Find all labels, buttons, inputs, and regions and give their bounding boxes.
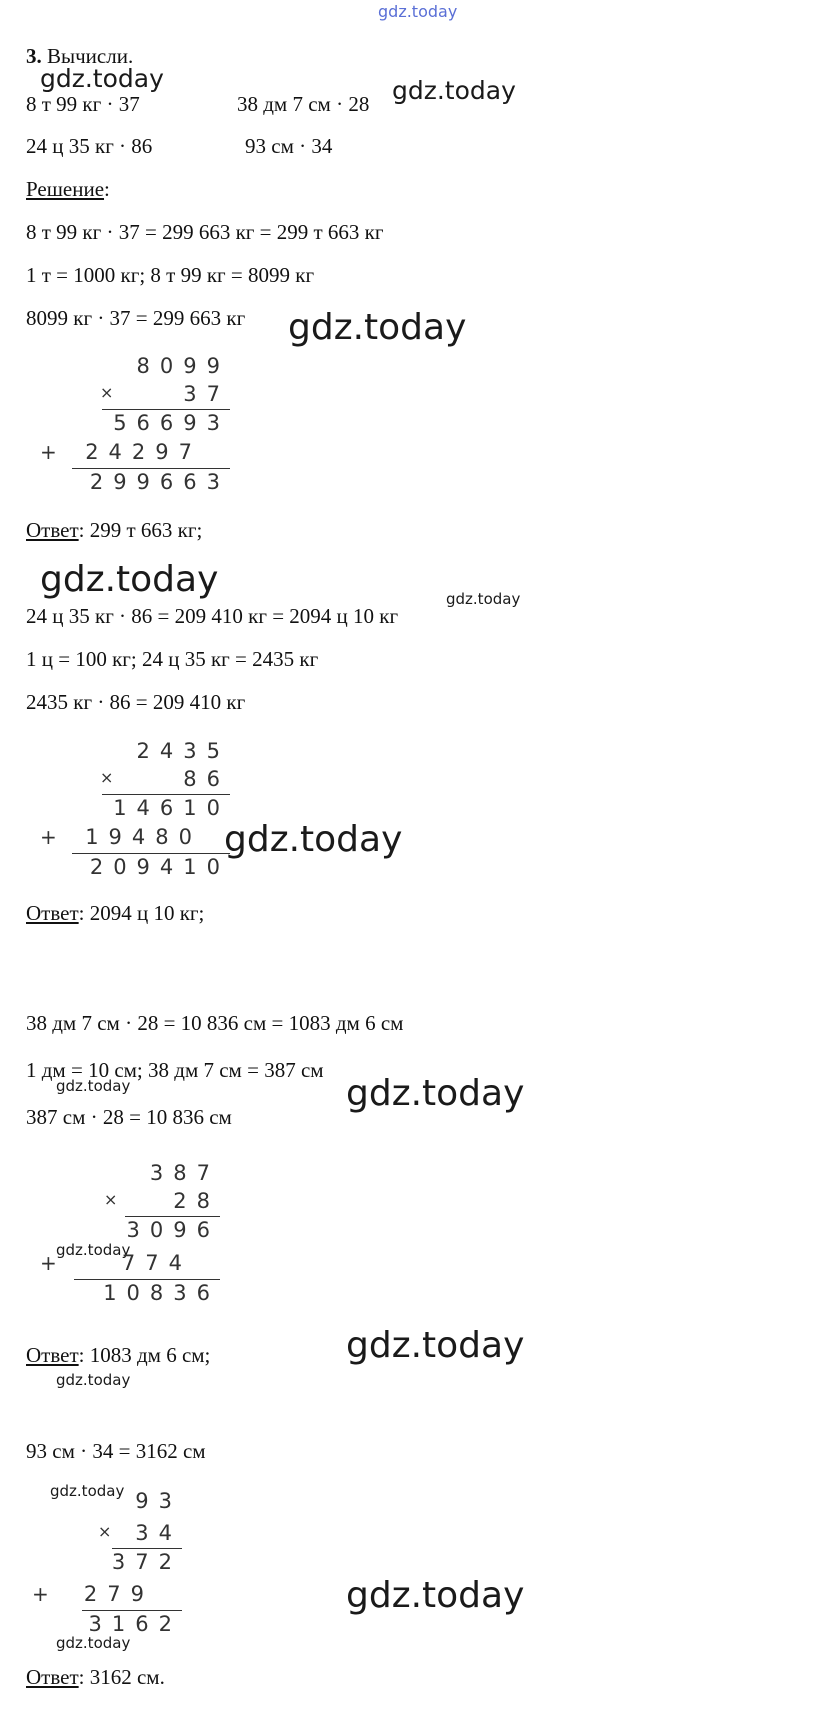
column-partial-2: 279: [83, 1582, 154, 1606]
watermark: gdz.today: [288, 307, 467, 348]
column-partial-1: 372: [111, 1550, 182, 1574]
part4-answer: Ответ: 3162 см.: [26, 1665, 165, 1689]
part1-column-multiplication: [40, 352, 230, 502]
watermark: gdz.today: [346, 1575, 525, 1616]
column-line: [102, 794, 230, 795]
column-line: [112, 1548, 182, 1549]
column-multiplier: 34: [135, 1521, 182, 1545]
watermark: gdz.today: [446, 590, 521, 608]
part1-line1: 8 т 99 кг · 37 = 299 663 кг = 299 т 663 кг: [26, 220, 384, 244]
task-expr-4: 93 см · 34: [245, 134, 333, 158]
times-sign: ×: [100, 383, 114, 402]
watermark: gdz.today: [392, 76, 516, 105]
plus-sign: +: [40, 825, 57, 849]
column-multiplier: 86: [183, 767, 230, 791]
column-multiplicand: 2435: [136, 739, 230, 763]
column-result: 209410: [89, 855, 230, 879]
times-sign: ×: [104, 1190, 118, 1209]
part2-line1: 24 ц 35 кг · 86 = 209 410 кг = 2094 ц 10 кг: [26, 604, 399, 628]
part3-line2: 1 дм = 10 см; 38 дм 7 см = 387 см: [26, 1058, 324, 1082]
part3-column-multiplication: [40, 1159, 220, 1309]
task-number: 3.: [26, 44, 42, 68]
part2-line2: 1 ц = 100 кг; 24 ц 35 кг = 2435 кг: [26, 647, 319, 671]
task-expr-3: 24 ц 35 кг · 86: [26, 134, 153, 158]
plus-sign: +: [32, 1582, 49, 1606]
part1-line3: 8099 кг · 37 = 299 663 кг: [26, 306, 246, 330]
watermark: gdz.today: [40, 64, 164, 93]
part1-answer: Ответ: 299 т 663 кг;: [26, 518, 203, 542]
column-partial-1: 3096: [126, 1218, 220, 1242]
part2-answer: Ответ: 2094 ц 10 кг;: [26, 901, 205, 925]
column-line: [125, 1216, 220, 1217]
plus-sign: +: [40, 1251, 57, 1275]
plus-sign: +: [40, 440, 57, 464]
column-multiplicand: 387: [149, 1161, 220, 1185]
column-result: 3162: [88, 1612, 182, 1636]
watermark: gdz.today: [50, 1482, 125, 1500]
column-line: [72, 468, 230, 469]
part3-answer: Ответ: 1083 дм 6 см;: [26, 1343, 211, 1367]
column-line: [74, 1279, 220, 1280]
times-sign: ×: [100, 768, 114, 787]
column-multiplier: 28: [173, 1189, 220, 1213]
watermark: gdz.today: [56, 1371, 131, 1389]
column-partial-1: 14610: [113, 796, 230, 820]
column-result: 299663: [89, 470, 230, 494]
column-partial-1: 56693: [113, 411, 230, 435]
watermark: gdz.today: [346, 1325, 525, 1366]
column-line: [82, 1610, 182, 1611]
part4-line1: 93 см · 34 = 3162 см: [26, 1439, 206, 1463]
watermark: gdz.today: [56, 1077, 131, 1095]
column-line: [102, 409, 230, 410]
part3-line1: 38 дм 7 см · 28 = 10 836 см = 1083 дм 6 см: [26, 1011, 404, 1035]
watermark: gdz.today: [56, 1634, 131, 1652]
task-title: Вычисли.: [47, 44, 134, 68]
part1-line2: 1 т = 1000 кг; 8 т 99 кг = 8099 кг: [26, 263, 315, 287]
part2-line3: 2435 кг · 86 = 209 410 кг: [26, 690, 246, 714]
times-sign: ×: [98, 1522, 112, 1541]
solution-heading: Решение:: [26, 177, 110, 201]
watermark: gdz.today: [56, 1241, 131, 1259]
column-multiplicand: 8099: [136, 354, 230, 378]
task-expr-1: 8 т 99 кг · 37: [26, 92, 140, 116]
task-expr-2: 38 дм 7 см · 28: [237, 92, 370, 116]
watermark: gdz.today: [224, 819, 403, 860]
column-multiplicand: 93: [135, 1489, 182, 1513]
part3-line3: 387 см · 28 = 10 836 см: [26, 1105, 232, 1129]
watermark: gdz.today: [346, 1073, 525, 1114]
part2-column-multiplication: [40, 737, 230, 887]
column-partial-2: 19480: [85, 825, 202, 849]
watermark: gdz.today: [40, 559, 219, 600]
watermark-top: gdz.today: [378, 2, 458, 21]
column-partial-2: 24297: [85, 440, 202, 464]
column-partial-2: 774: [121, 1251, 192, 1275]
column-result: 10836: [103, 1281, 220, 1305]
part4-column-multiplication: [32, 1487, 182, 1637]
column-line: [72, 853, 230, 854]
column-multiplier: 37: [183, 382, 230, 406]
